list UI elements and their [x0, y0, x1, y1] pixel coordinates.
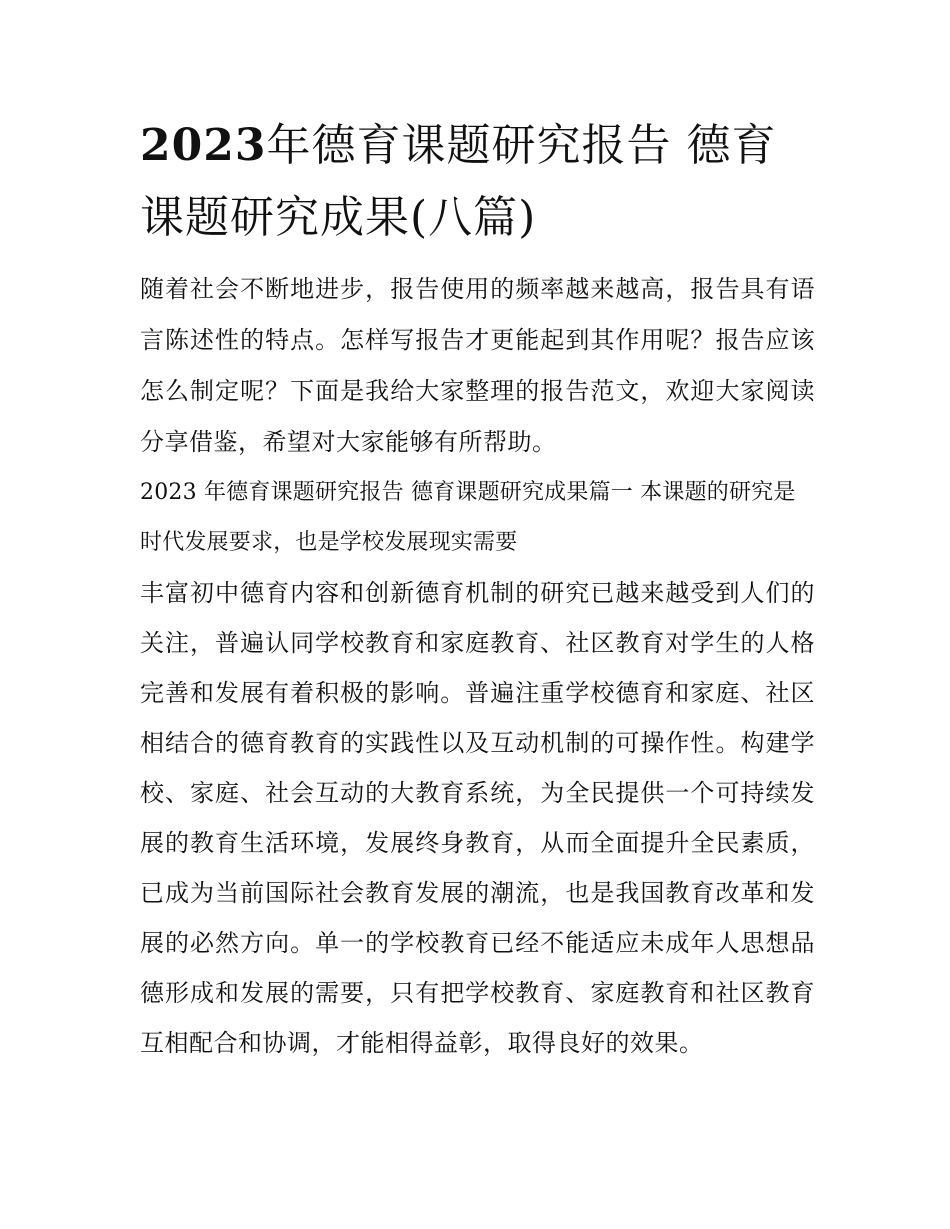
body-paragraph: 丰富初中德育内容和创新德育机制的研究已越来越受到人们的关注，普遍认同学校教育和家庭教育、社区教育对学生的人格完善和发展有着积极的影响。普遍注重学校德育和家庭、社区相结合的德育教育的实践性以及互动机制的可操作性。构建学校、家庭、社会互动的大教育系统，为全民提供一个可持续发展的教育生活环境，发展终身教育，从而全面提升全民素质，已成为当前国际社会教育发展的潮流，也是我国教育改革和发展的必然方向。单一的学校教育已经不能适应未成年人思想品德形成和发展的需要，只有把学校教育、家庭教育和社区教育互相配合和协调，才能相得益彰，取得良好的效果。: [140, 579, 815, 1057]
section-heading: 2023 年德育课题研究报告 德育课题研究成果篇一 本课题的研究是时代发展要求，也是学校发展现实需要: [140, 480, 796, 555]
title-year: 2023: [140, 120, 267, 171]
document-title: [140, 110, 815, 254]
title-text: 年德育课题研究报告 德育课题研究成果(八篇): [140, 120, 777, 243]
document-page: [140, 110, 815, 1068]
intro-paragraph: 随着社会不断地进步，报告使用的频率越来越高，报告具有语言陈述性的特点。怎样写报告才更能起到其作用呢？报告应该怎么制定呢？下面是我给大家整理的报告范文，欢迎大家阅读分享借鉴，希望对大家能够有所帮助。: [140, 275, 815, 456]
